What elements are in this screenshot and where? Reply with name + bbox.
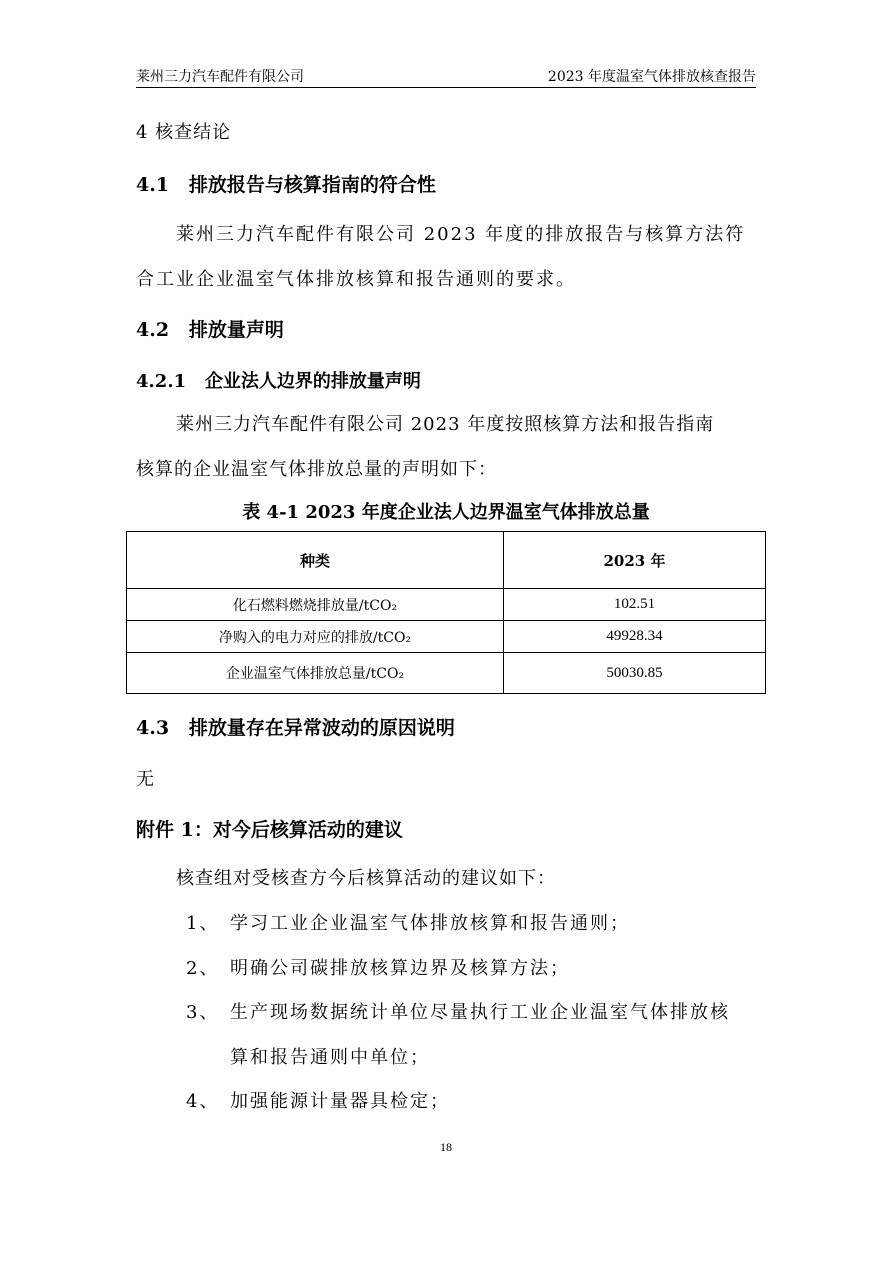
section-4-2-title: 4.2 排放量声明 xyxy=(136,319,284,341)
table-header-row xyxy=(127,532,766,589)
table-cell-label: 净购入的电力对应的排放/tCO₂ xyxy=(127,621,504,653)
table-header-category: 种类 xyxy=(127,532,504,589)
table-cell-label: 化石燃料燃烧排放量/tCO₂ xyxy=(127,589,504,621)
list-item-text: 加强能源计量器具检定； xyxy=(230,1091,450,1112)
page-number: 18 xyxy=(440,1140,452,1154)
section-4-1-paragraph-line-2: 合工业企业温室气体排放核算和报告通则的要求。 xyxy=(136,269,576,290)
table-row xyxy=(127,653,766,694)
section-4-2-1-paragraph-line-1: 莱州三力汽车配件有限公司 2023 年度按照核算方法和报告指南 xyxy=(176,414,715,435)
list-item-text-continued: 算和报告通则中单位； xyxy=(230,1047,430,1068)
table-cell-label: 企业温室气体排放总量/tCO₂ xyxy=(127,653,504,694)
list-item-number: 4、 xyxy=(186,1091,220,1112)
table-header-year: 2023 年 xyxy=(504,532,766,589)
list-item-number: 2、 xyxy=(186,958,220,979)
table-row xyxy=(127,621,766,653)
section-4-3-title: 4.3 排放量存在异常波动的原因说明 xyxy=(136,717,455,739)
header-report-title: 2023 年度温室气体排放核查报告 xyxy=(547,69,756,85)
list-item-number: 3、 xyxy=(186,1002,220,1023)
table-cell-value: 102.51 xyxy=(504,589,766,621)
table-row xyxy=(127,589,766,621)
appendix-intro: 核查组对受核查方今后核算活动的建议如下： xyxy=(176,868,556,889)
header-company: 莱州三力汽车配件有限公司 xyxy=(136,69,304,85)
section-4-1-title: 4.1 排放报告与核算指南的符合性 xyxy=(136,174,436,196)
section-4-1-paragraph-line-1: 莱州三力汽车配件有限公司 2023 年度的排放报告与核算方法符 xyxy=(176,224,746,245)
list-item-text: 明确公司碳排放核算边界及核算方法； xyxy=(230,958,570,979)
section-4-2-1-paragraph-line-2: 核算的企业温室气体排放总量的声明如下： xyxy=(136,459,497,480)
appendix-title: 附件 1：对今后核算活动的建议 xyxy=(136,819,403,841)
section-4-2-1-title: 4.2.1 企业法人边界的排放量声明 xyxy=(136,371,421,392)
list-item-text: 学习工业企业温室气体排放核算和报告通则； xyxy=(230,913,630,934)
section-4-3-text: 无 xyxy=(136,769,156,790)
table-cell-value: 49928.34 xyxy=(504,621,766,653)
table-cell-value: 50030.85 xyxy=(504,653,766,694)
header-rule xyxy=(136,87,756,88)
section-4-title: 4 核查结论 xyxy=(136,122,232,143)
emissions-table xyxy=(126,531,766,694)
table-caption: 表 4-1 2023 年度企业法人边界温室气体排放总量 xyxy=(242,502,650,523)
list-item-text: 生产现场数据统计单位尽量执行工业企业温室气体排放核 xyxy=(230,1002,730,1023)
list-item-number: 1、 xyxy=(186,913,220,934)
